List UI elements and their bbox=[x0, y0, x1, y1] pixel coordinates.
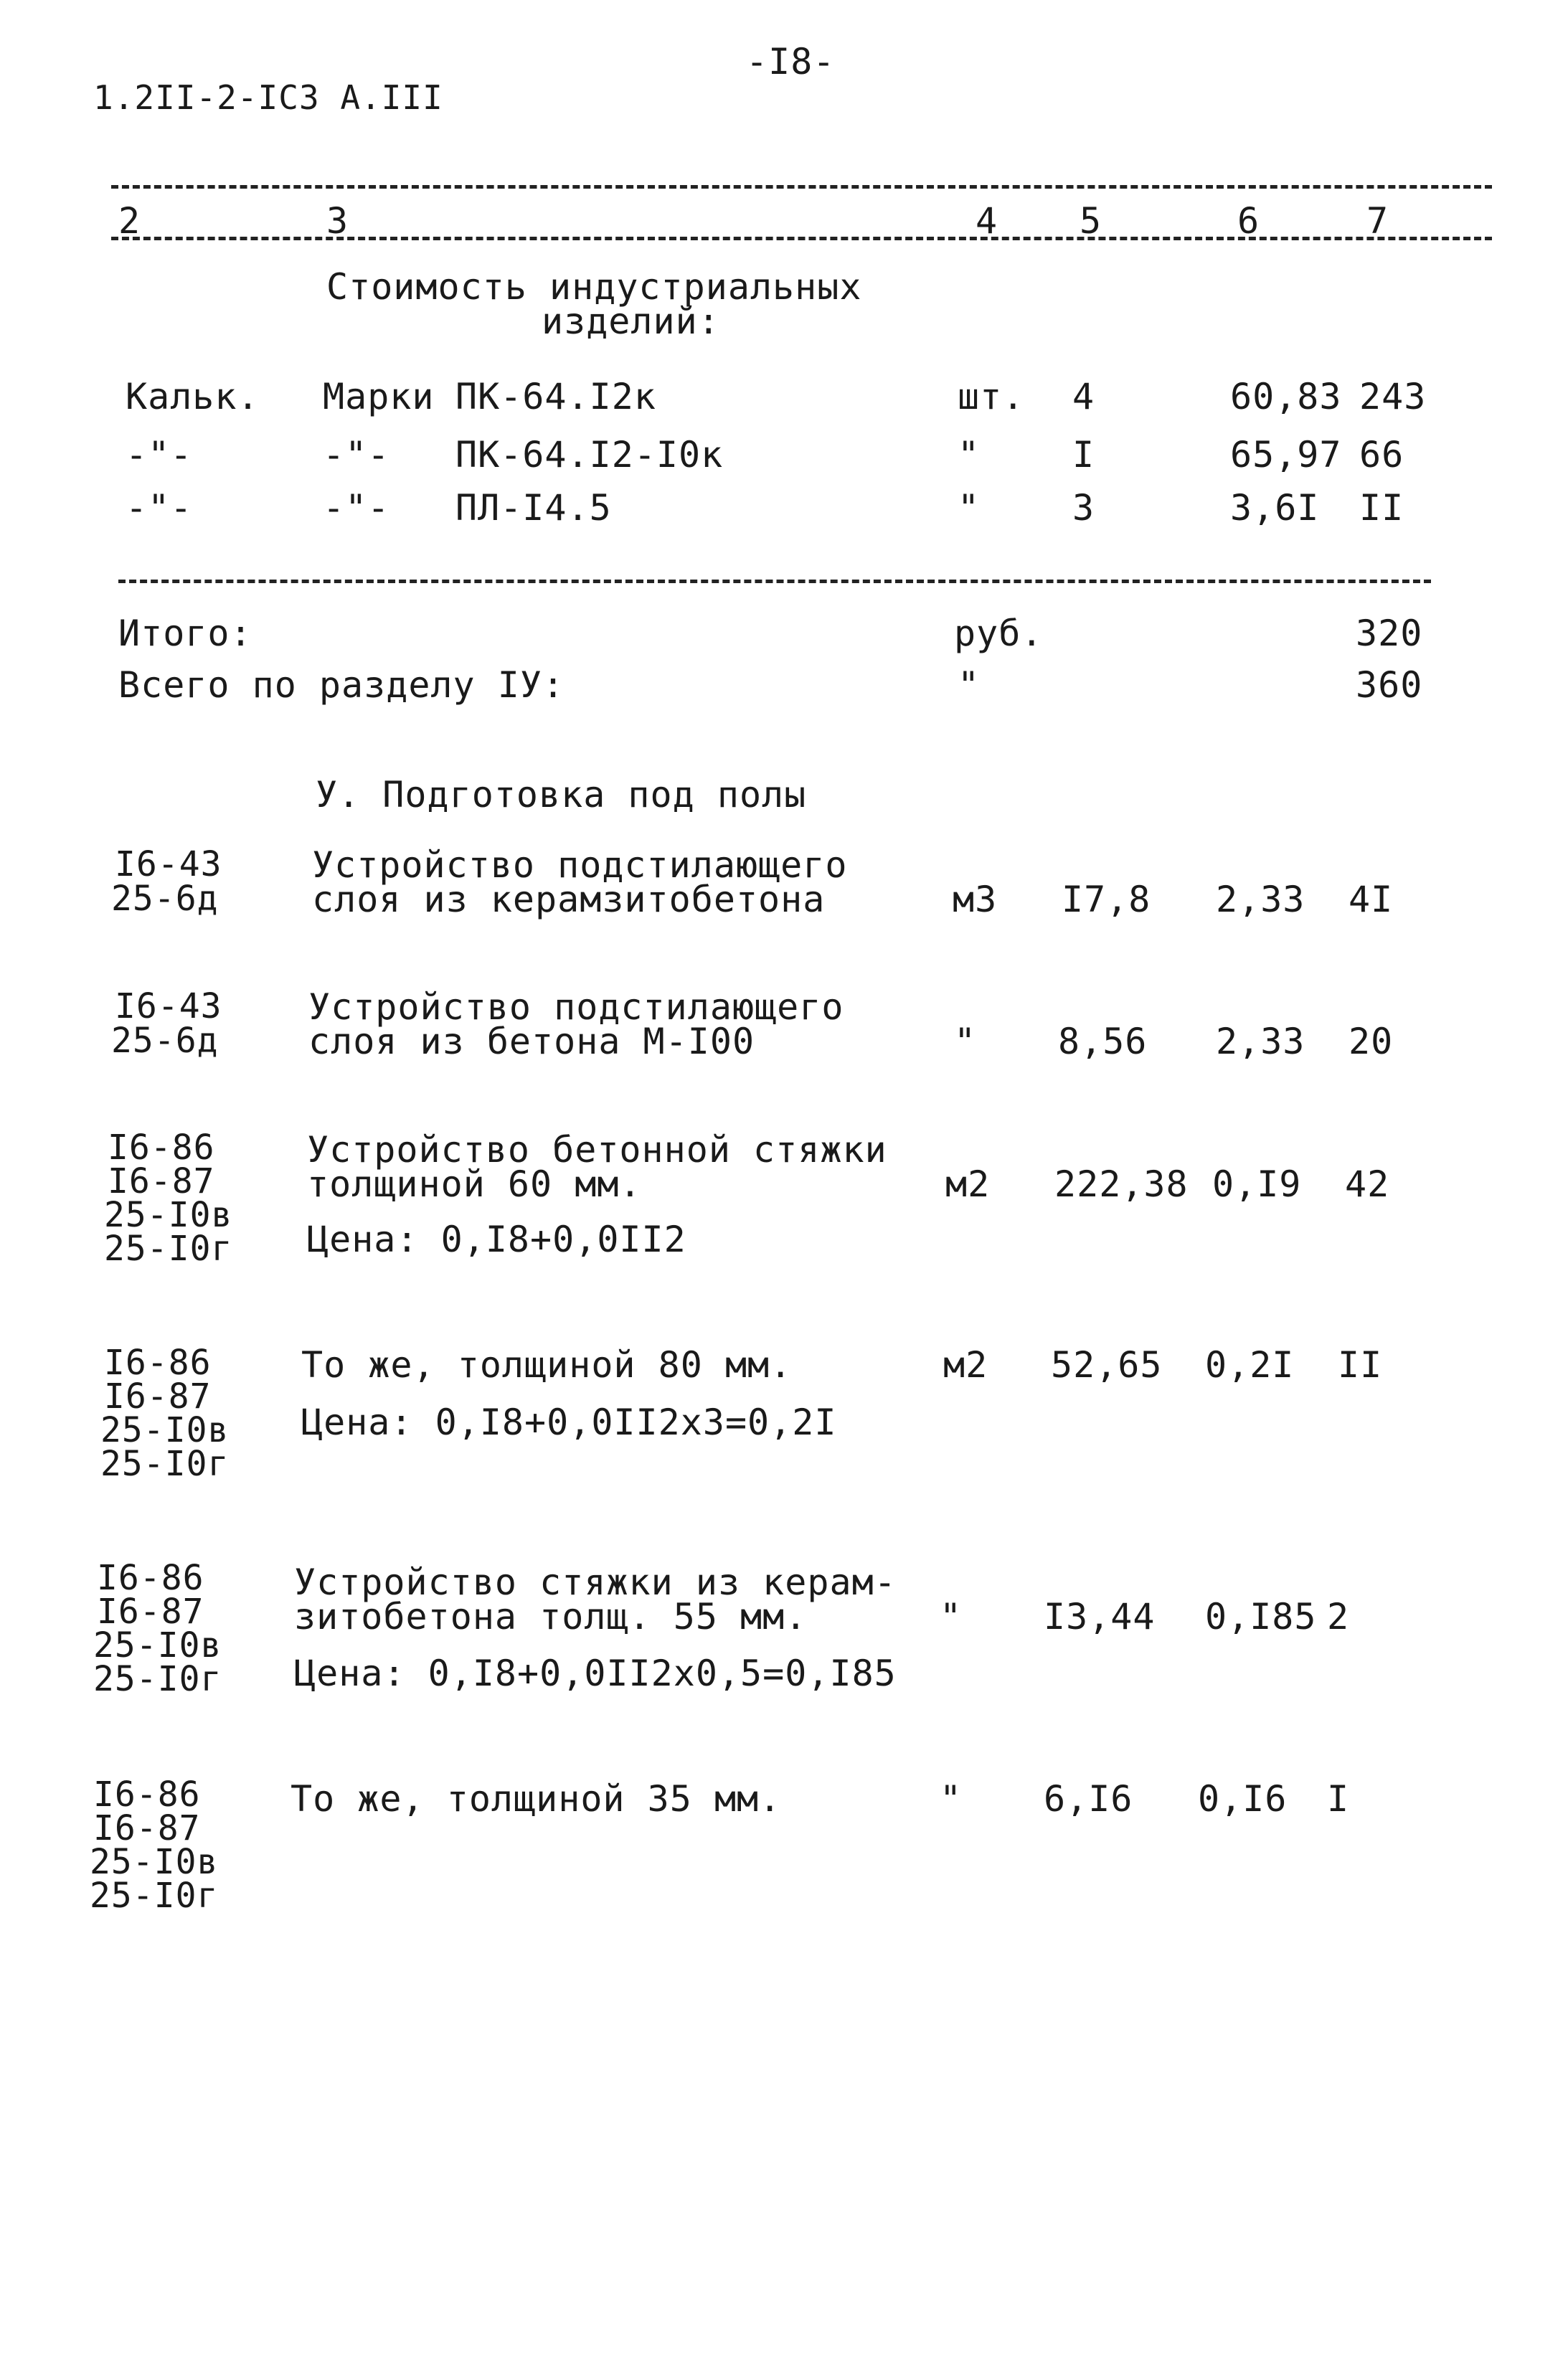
item-price: 0,I85 bbox=[1205, 1596, 1317, 1638]
item-total: 2 bbox=[1327, 1596, 1350, 1638]
item-code: 25-I0в bbox=[100, 1410, 230, 1450]
row-description: ПЛ-I4.5 bbox=[455, 487, 612, 529]
totals-divider bbox=[118, 580, 1431, 583]
item-description: толщиной 60 мм. bbox=[307, 1163, 642, 1205]
item-code: 25-I0г bbox=[93, 1659, 222, 1699]
item-description: зитобетона толщ. 55 мм. bbox=[294, 1596, 808, 1638]
item-price: 2,33 bbox=[1216, 879, 1305, 920]
item-code: I6-87 bbox=[97, 1592, 204, 1632]
section-total-label: Всего по разделу IУ: bbox=[118, 664, 565, 706]
page-number: -I8- bbox=[746, 41, 836, 82]
item-unit: м3 bbox=[953, 879, 998, 920]
item-price-formula: Цена: 0,I8+0,0II2х0,5=0,I85 bbox=[294, 1653, 897, 1694]
item-code: 25-I0г bbox=[104, 1229, 233, 1269]
item-code: I6-87 bbox=[108, 1161, 215, 1201]
item-total: I bbox=[1327, 1778, 1350, 1820]
item-quantity: 52,65 bbox=[1051, 1344, 1163, 1386]
item-price: 0,2I bbox=[1205, 1344, 1295, 1386]
document-code: 1.2II-2-IC3 A.III bbox=[93, 78, 443, 117]
row-code: -"- bbox=[126, 434, 193, 476]
row-prefix: -"- bbox=[323, 434, 390, 476]
item-description: слоя из бетона М-I00 bbox=[308, 1021, 755, 1062]
row-total: 243 bbox=[1359, 376, 1427, 417]
item-code: I6-86 bbox=[104, 1343, 212, 1383]
item-total: 42 bbox=[1345, 1163, 1390, 1205]
item-quantity: I7,8 bbox=[1062, 879, 1151, 920]
item-price-formula: Цена: 0,I8+0,0II2х3=0,2I bbox=[301, 1402, 837, 1443]
section-total-value: 360 bbox=[1356, 664, 1423, 706]
item-code: I6-87 bbox=[93, 1808, 201, 1848]
item-total: 4I bbox=[1349, 879, 1394, 920]
item-total: 20 bbox=[1349, 1021, 1394, 1062]
row-description: ПК-64.I2-I0к bbox=[455, 434, 724, 476]
column-number-6: 6 bbox=[1237, 200, 1260, 242]
row-price: 3,6I bbox=[1230, 487, 1320, 529]
top-divider bbox=[111, 185, 1492, 189]
item-code: I6-86 bbox=[93, 1775, 201, 1815]
item-code: 25-6д bbox=[111, 879, 219, 919]
item-code: 25-I0в bbox=[104, 1195, 233, 1235]
item-unit: " bbox=[954, 1021, 977, 1062]
item-description: То же, толщиной 35 мм. bbox=[291, 1778, 782, 1820]
item-description: Устройство подстилающего bbox=[312, 844, 848, 886]
item-code: I6-43 bbox=[115, 844, 222, 884]
row-unit: шт. bbox=[958, 376, 1025, 417]
item-quantity: 8,56 bbox=[1058, 1021, 1148, 1062]
column-number-5: 5 bbox=[1080, 200, 1102, 242]
row-total: II bbox=[1359, 487, 1404, 529]
item-unit: м2 bbox=[943, 1344, 988, 1386]
item-code: I6-86 bbox=[108, 1128, 215, 1168]
column-number-4: 4 bbox=[976, 200, 998, 242]
row-prefix: Марки bbox=[323, 376, 435, 417]
row-quantity: 4 bbox=[1072, 376, 1095, 417]
column-number-7: 7 bbox=[1366, 200, 1389, 242]
itogo-unit: руб. bbox=[954, 613, 1044, 654]
row-code: -"- bbox=[126, 487, 193, 529]
item-description: Устройство стяжки из керам- bbox=[294, 1561, 897, 1603]
industrial-heading: Стоимость индустриальных bbox=[326, 266, 862, 308]
row-unit: " bbox=[958, 487, 981, 529]
industrial-heading-cont: изделий: bbox=[542, 301, 720, 342]
itogo-label: Итого: bbox=[118, 613, 252, 654]
item-price: 2,33 bbox=[1216, 1021, 1305, 1062]
item-code: 25-I0в bbox=[90, 1842, 219, 1882]
row-price: 65,97 bbox=[1230, 434, 1342, 476]
item-description: Устройство бетонной стяжки bbox=[307, 1129, 887, 1171]
row-prefix: -"- bbox=[323, 487, 390, 529]
item-price-formula: Цена: 0,I8+0,0II2 bbox=[307, 1219, 686, 1260]
item-price: 0,I9 bbox=[1212, 1163, 1302, 1205]
item-code: I6-87 bbox=[104, 1376, 212, 1417]
item-code: 25-I0г bbox=[90, 1876, 219, 1916]
section-total-unit: " bbox=[958, 664, 981, 706]
item-unit: " bbox=[940, 1596, 963, 1638]
row-unit: " bbox=[958, 434, 981, 476]
item-code: 25-I0в bbox=[93, 1625, 222, 1665]
item-quantity: 222,38 bbox=[1054, 1163, 1189, 1205]
row-quantity: 3 bbox=[1072, 487, 1095, 529]
item-total: II bbox=[1338, 1344, 1383, 1386]
item-description: Устройство подстилающего bbox=[308, 986, 844, 1028]
item-description: То же, толщиной 80 мм. bbox=[301, 1344, 793, 1386]
item-code: I6-43 bbox=[115, 986, 222, 1026]
item-quantity: 6,I6 bbox=[1044, 1778, 1133, 1820]
column-number-2: 2 bbox=[118, 200, 141, 242]
item-code: I6-86 bbox=[97, 1558, 204, 1598]
item-unit: " bbox=[940, 1778, 963, 1820]
item-description: слоя из керамзитобетона bbox=[312, 879, 826, 920]
itogo-value: 320 bbox=[1356, 613, 1423, 654]
item-unit: м2 bbox=[945, 1163, 991, 1205]
item-quantity: I3,44 bbox=[1044, 1596, 1156, 1638]
row-quantity: I bbox=[1072, 434, 1095, 476]
row-price: 60,83 bbox=[1230, 376, 1342, 417]
item-code: 25-6д bbox=[111, 1021, 219, 1061]
item-price: 0,I6 bbox=[1198, 1778, 1288, 1820]
row-code: Кальк. bbox=[126, 376, 260, 417]
column-header-divider bbox=[111, 237, 1492, 240]
row-description: ПК-64.I2к bbox=[455, 376, 656, 417]
section-title: У. Подготовка под полы bbox=[316, 774, 807, 816]
item-code: 25-I0г bbox=[100, 1444, 230, 1484]
row-total: 66 bbox=[1359, 434, 1404, 476]
column-number-3: 3 bbox=[326, 200, 349, 242]
